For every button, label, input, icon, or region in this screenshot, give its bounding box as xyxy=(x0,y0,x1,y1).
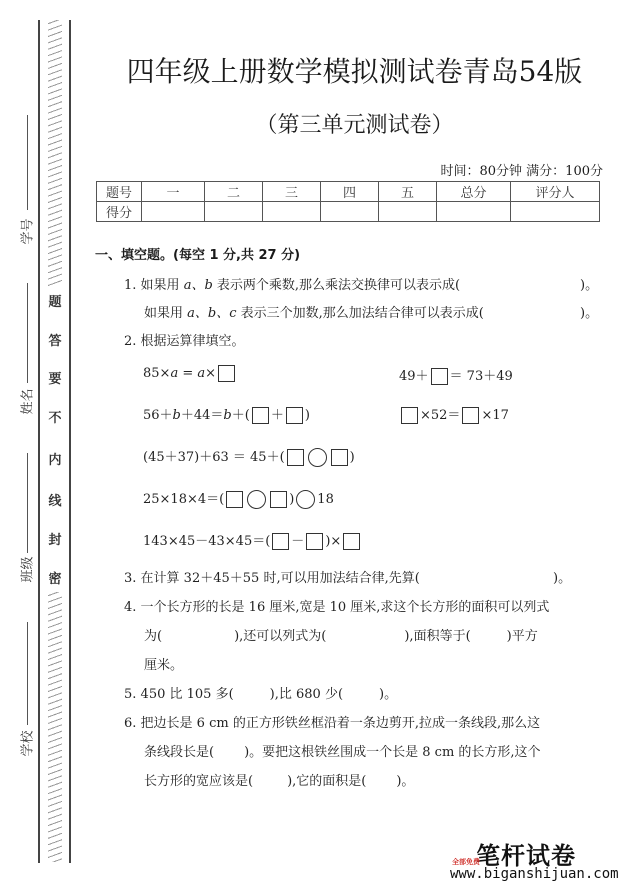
table-header-row xyxy=(97,182,600,202)
page-subtitle: （第三单元测试卷） xyxy=(255,113,454,138)
question-text: 根据运算律填空。 xyxy=(140,334,245,349)
expr-text: ) xyxy=(349,450,355,465)
question-5 xyxy=(124,683,397,702)
question-6-line-1 xyxy=(124,712,540,731)
question-text: 长方形的宽应该是( xyxy=(144,774,254,789)
answer-box[interactable] xyxy=(462,407,479,424)
expr-7 xyxy=(143,530,362,550)
answer-box[interactable] xyxy=(306,533,323,550)
table-cell: 三 xyxy=(263,182,321,202)
question-number: 3. xyxy=(124,571,137,586)
expr-2 xyxy=(399,365,513,385)
question-text: 为( xyxy=(144,629,163,644)
expr-text: － xyxy=(291,534,305,549)
table-cell: 题号 xyxy=(97,182,142,202)
expr-text: ＋44＝ xyxy=(180,408,224,423)
school-label: 学校 xyxy=(20,730,36,757)
class-underline[interactable] xyxy=(27,453,28,553)
question-1-line-2 xyxy=(144,302,484,321)
answer-box[interactable] xyxy=(270,491,287,508)
question-text: ),面积等于( xyxy=(404,629,471,644)
score-table xyxy=(96,181,600,222)
seal-char: 要 xyxy=(48,372,62,387)
watermark-tag: 全部免费 xyxy=(452,858,480,866)
expr-text: × xyxy=(205,366,217,381)
answer-circle[interactable] xyxy=(296,490,315,509)
score-input-cell[interactable] xyxy=(379,202,437,222)
question-text: )。 xyxy=(396,774,415,789)
seal-char: 答 xyxy=(48,334,62,349)
question-number: 5. xyxy=(124,687,137,702)
expr-text: ＋( xyxy=(231,408,250,423)
expr-text: 25×18×4＝( xyxy=(143,492,225,507)
question-4-line-1 xyxy=(124,596,549,615)
question-text: 一个长方形的长是 16 厘米,宽是 10 厘米,求这个长方形的面积可以列式 xyxy=(140,600,550,615)
question-text: 在计算 32＋45＋55 时,可以用加法结合律,先算( xyxy=(140,571,420,586)
question-text: )平方 xyxy=(506,629,538,644)
expr-text: 85× xyxy=(143,366,171,381)
answer-box[interactable] xyxy=(343,533,360,550)
name-underline[interactable] xyxy=(27,283,28,383)
score-input-cell[interactable] xyxy=(511,202,600,222)
seal-char: 题 xyxy=(48,295,62,310)
question-text: )。 xyxy=(379,687,398,702)
binding-line-left xyxy=(38,20,40,863)
section-heading: 一、填空题。(每空 1 分,共 27 分) xyxy=(95,248,301,263)
seal-char: 不 xyxy=(48,411,62,426)
question-number: 1. xyxy=(124,278,137,293)
variable: a xyxy=(170,366,179,381)
answer-circle[interactable] xyxy=(247,490,266,509)
question-number: 2. xyxy=(124,334,137,349)
question-text: 如果用 xyxy=(140,278,184,293)
expr-text: (45＋37)＋63 ＝ 45＋( xyxy=(143,450,285,465)
question-3 xyxy=(124,567,420,586)
question-6-line-3 xyxy=(144,770,414,789)
table-cell: 五 xyxy=(379,182,437,202)
seal-char: 密 xyxy=(48,572,62,587)
table-cell: 总分 xyxy=(437,182,511,202)
expr-6 xyxy=(143,488,334,509)
question-text: ),它的面积是( xyxy=(287,774,367,789)
score-input-cell[interactable] xyxy=(437,202,511,222)
expr-text: ) xyxy=(304,408,310,423)
expr-text: ＋ xyxy=(270,408,284,423)
expr-text: 49＋ xyxy=(399,369,429,384)
table-cell: 得分 xyxy=(97,202,142,222)
variables: a、b、c xyxy=(187,306,237,321)
variable: b xyxy=(172,408,181,423)
answer-box[interactable] xyxy=(331,449,348,466)
expr-text: = xyxy=(178,366,198,381)
answer-box[interactable] xyxy=(286,407,303,424)
school-underline[interactable] xyxy=(27,622,28,725)
question-text: 如果用 xyxy=(144,306,188,321)
student-id-label: 学号 xyxy=(20,218,36,245)
question-text: 表示两个乘数,那么乘法交换律可以表示成( xyxy=(212,278,461,293)
variable: b xyxy=(223,408,232,423)
expr-text: ×17 xyxy=(481,408,509,423)
expr-3 xyxy=(143,404,310,424)
question-2 xyxy=(124,330,245,349)
table-cell: 二 xyxy=(205,182,263,202)
answer-box[interactable] xyxy=(401,407,418,424)
score-input-cell[interactable] xyxy=(321,202,379,222)
answer-box[interactable] xyxy=(218,365,235,382)
expr-1 xyxy=(143,365,237,382)
table-score-row xyxy=(97,202,600,222)
score-input-cell[interactable] xyxy=(205,202,263,222)
question-6-line-2 xyxy=(144,741,541,760)
question-4-line-3: 厘米。 xyxy=(144,658,184,673)
blank-end: )。 xyxy=(580,306,599,321)
score-input-cell[interactable] xyxy=(142,202,205,222)
question-text: ),还可以列式为( xyxy=(234,629,327,644)
expr-text: 18 xyxy=(317,492,334,507)
answer-box[interactable] xyxy=(226,491,243,508)
expr-text: 143×45－43×45＝( xyxy=(143,534,271,549)
question-number: 6. xyxy=(124,716,137,731)
question-text: 450 比 105 多( xyxy=(140,687,234,702)
table-cell: 评分人 xyxy=(511,182,600,202)
question-text: )。要把这根铁丝围成一个长是 8 cm 的长方形,这个 xyxy=(244,745,541,760)
answer-box[interactable] xyxy=(272,533,289,550)
expr-text: 56＋ xyxy=(143,408,173,423)
seal-char: 线 xyxy=(48,494,62,509)
table-cell: 一 xyxy=(142,182,205,202)
time-info: 时间：80分钟 满分：100分 xyxy=(440,164,603,179)
answer-box[interactable] xyxy=(431,368,448,385)
answer-box[interactable] xyxy=(287,449,304,466)
name-label: 姓名 xyxy=(20,388,36,415)
class-label: 班级 xyxy=(20,556,36,583)
hatch-bottom xyxy=(48,592,62,862)
expr-text: ) xyxy=(289,492,295,507)
watermark-brand: 笔杆试卷 xyxy=(476,842,576,870)
question-number: 4. xyxy=(124,600,137,615)
question-text: ),比 680 少( xyxy=(269,687,344,702)
answer-circle[interactable] xyxy=(308,448,327,467)
question-text: 表示三个加数,那么加法结合律可以表示成( xyxy=(236,306,484,321)
blank-end: )。 xyxy=(553,571,572,586)
seal-char: 内 xyxy=(48,453,62,468)
expr-text: )× xyxy=(325,534,342,549)
expr-text: ×52＝ xyxy=(420,408,461,423)
expr-5 xyxy=(143,446,355,467)
expr-4 xyxy=(399,404,509,424)
variable: a xyxy=(197,366,206,381)
variables: a、b xyxy=(183,278,213,293)
page-title: 四年级上册数学模拟测试卷青岛54版 xyxy=(126,55,583,88)
seal-char: 封 xyxy=(48,533,62,548)
question-text: 条线段长是( xyxy=(144,745,215,760)
binding-line-right xyxy=(69,20,71,863)
answer-box[interactable] xyxy=(252,407,269,424)
question-1-line-1 xyxy=(124,274,460,293)
question-text: 把边长是 6 cm 的正方形铁丝框沿着一条边剪开,拉成一条线段,那么这 xyxy=(140,716,541,731)
watermark-url: www.biganshijuan.com xyxy=(450,866,619,882)
question-4-line-2 xyxy=(144,625,538,644)
score-input-cell[interactable] xyxy=(263,202,321,222)
table-cell: 四 xyxy=(321,182,379,202)
blank-end: )。 xyxy=(580,278,599,293)
expr-text: ＝ 73＋49 xyxy=(449,369,513,384)
